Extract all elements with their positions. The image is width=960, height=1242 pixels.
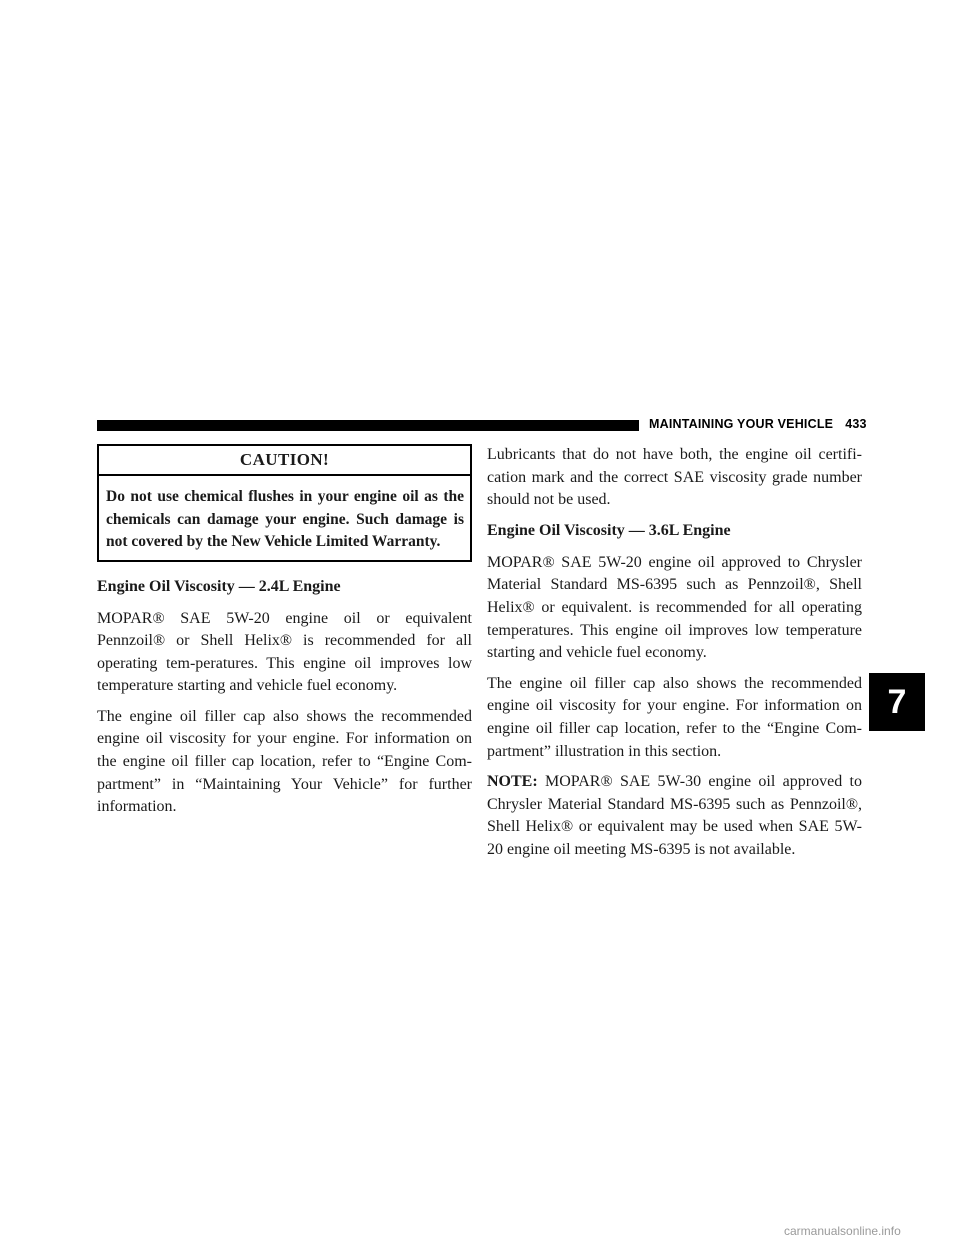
- heading-2-4l-engine: Engine Oil Viscosity — 2.4L Engine: [97, 577, 341, 595]
- watermark: carmanualsonline.info: [784, 1224, 901, 1238]
- caution-title: CAUTION!: [99, 446, 470, 476]
- paragraph-filler-cap-left: The engine oil filler cap also shows the recommended engine oil viscosity for your engine. For information on the engine oil filler cap location, refer to “Engine Com-partment” in “Maintaining Your Vehicle” for further information.: [97, 707, 472, 816]
- right-column: [487, 444, 862, 870]
- note-text: MOPAR® SAE 5W-30 engine oil approved to Chrysler Material Standard MS-6395 such as Pennzoil®, Shell Helix® or equivalent may be used when SAE 5W-20 engine oil meeting MS-6395 is not available.: [487, 773, 862, 858]
- running-header: [649, 417, 867, 435]
- paragraph-2-4l-recommendation: MOPAR® SAE 5W-20 engine oil or equivalent Pennzoil® or Shell Helix® is recommended for all operating tem-peratures. This engine oil improves low temperature starting and vehicle fuel economy.: [97, 609, 472, 695]
- section-title: MAINTAINING YOUR VEHICLE: [649, 417, 834, 431]
- caution-body: Do not use chemical flushes in your engine oil as the chemicals can damage your engine. Such damage is not covered by the New Vehicle Limited Warranty.: [106, 488, 464, 550]
- note-label: NOTE:: [487, 773, 538, 791]
- paragraph-3-6l-recommendation: MOPAR® SAE 5W-20 engine oil approved to Chrysler Material Standard MS-6395 such as Pennzoil®, Shell Helix® or equivalent. is recommended for all operating temperatures. This engine oil improves low temperature starting and vehicle fuel economy.: [487, 553, 862, 662]
- header-rule: [97, 420, 639, 431]
- chapter-tab: 7: [869, 673, 925, 731]
- left-column: [97, 444, 472, 827]
- note-paragraph: [487, 771, 862, 861]
- page-number: 433: [845, 417, 867, 431]
- heading-3-6l-engine: Engine Oil Viscosity — 3.6L Engine: [487, 521, 731, 539]
- paragraph-filler-cap-right: The engine oil filler cap also shows the recommended engine oil viscosity for your engine. For information on engine oil filler cap location, refer to the “Engine Com-partment” illustration in this section.: [487, 674, 862, 760]
- paragraph-lubricants: Lubricants that do not have both, the engine oil certifi-cation mark and the correct SAE viscosity grade number should not be used.: [487, 446, 862, 509]
- caution-box: [97, 444, 472, 562]
